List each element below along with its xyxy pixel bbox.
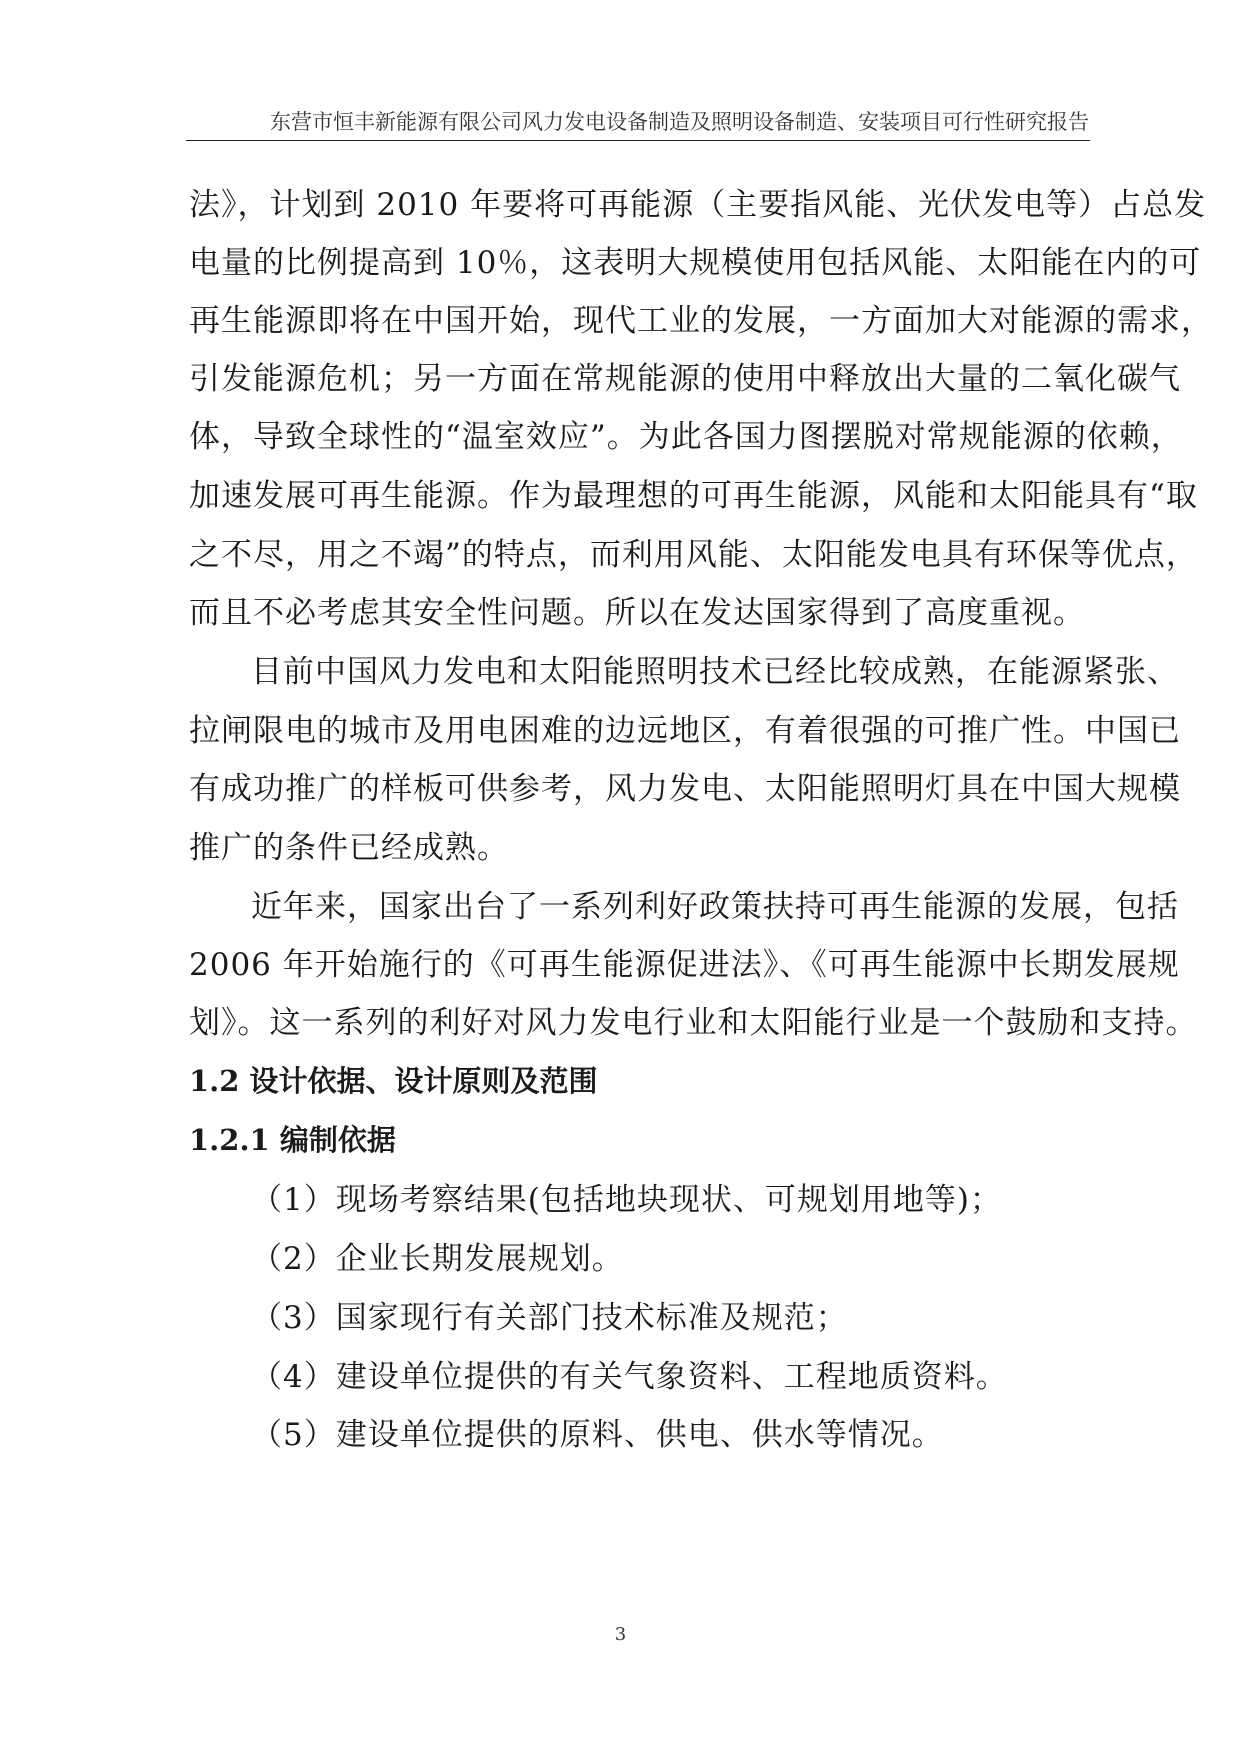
list-item: （5）建设单位提供的原料、供电、供水等情况。	[251, 1417, 944, 1453]
list-item: （3）国家现行有关部门技术标准及规范；	[251, 1300, 848, 1336]
paragraph-1-line-1: 法》，计划到 2010 年要将可再能源（主要指风能、光伏发电等）占总发	[189, 187, 1207, 223]
list-item: （2）企业长期发展规划。	[251, 1241, 624, 1277]
paragraph-1-line-5: 体，导致全球性的“温室效应”。为此各国力图摆脱对常规能源的依赖，	[189, 419, 1183, 455]
list-item: （1）现场考察结果(包括地块现状、可规划用地等)；	[251, 1182, 1002, 1218]
paragraph-3-line-1: 近年来，国家出台了一系列利好政策扶持可再生能源的发展，包括	[251, 889, 1179, 925]
paragraph-2-line-4: 推广的条件已经成熟。	[189, 830, 509, 866]
list-item: （4）建设单位提供的有关气象资料、工程地质资料。	[251, 1359, 1008, 1395]
paragraph-2-line-1: 目前中国风力发电和太阳能照明技术已经比较成熟，在能源紧张、	[251, 654, 1179, 690]
paragraph-1-line-6: 加速发展可再生能源。作为最理想的可再生能源，风能和太阳能具有“取	[189, 478, 1198, 514]
paragraph-1-line-7: 之不尽，用之不竭”的特点，而利用风能、太阳能发电具有环保等优点，	[189, 537, 1198, 573]
paragraph-1-line-3: 再生能源即将在中国开始，现代工业的发展，一方面加大对能源的需求，	[189, 303, 1213, 339]
paragraph-2-line-2: 拉闸限电的城市及用电困难的边远地区，有着很强的可推广性。中国已	[189, 713, 1181, 749]
paragraph-1-line-4: 引发能源危机；另一方面在常规能源的使用中释放出大量的二氧化碳气	[189, 361, 1181, 397]
section-heading: 1.2 设计依据、设计原则及范围	[189, 1064, 598, 1098]
subsection-heading: 1.2.1 编制依据	[189, 1123, 396, 1157]
header-divider	[186, 140, 1090, 141]
paragraph-2-line-3: 有成功推广的样板可供参考，风力发电、太阳能照明灯具在中国大规模	[189, 771, 1181, 807]
running-header-title: 东营市恒丰新能源有限公司风力发电设备制造及照明设备制造、安装项目可行性研究报告	[270, 110, 1089, 134]
paragraph-3-line-3: 划》。这一系列的利好对风力发电行业和太阳能行业是一个鼓励和支持。	[189, 1005, 1198, 1041]
paragraph-1-line-2: 电量的比例提高到 10％，这表明大规模使用包括风能、太阳能在内的可	[189, 245, 1202, 281]
paragraph-1-line-8: 而且不必考虑其安全性问题。所以在发达国家得到了高度重视。	[189, 595, 1085, 631]
page-number: 3	[614, 1624, 627, 1645]
paragraph-3-line-2: 2006 年开始施行的《可再生能源促进法》、《可再生能源中长期发展规	[189, 947, 1180, 983]
